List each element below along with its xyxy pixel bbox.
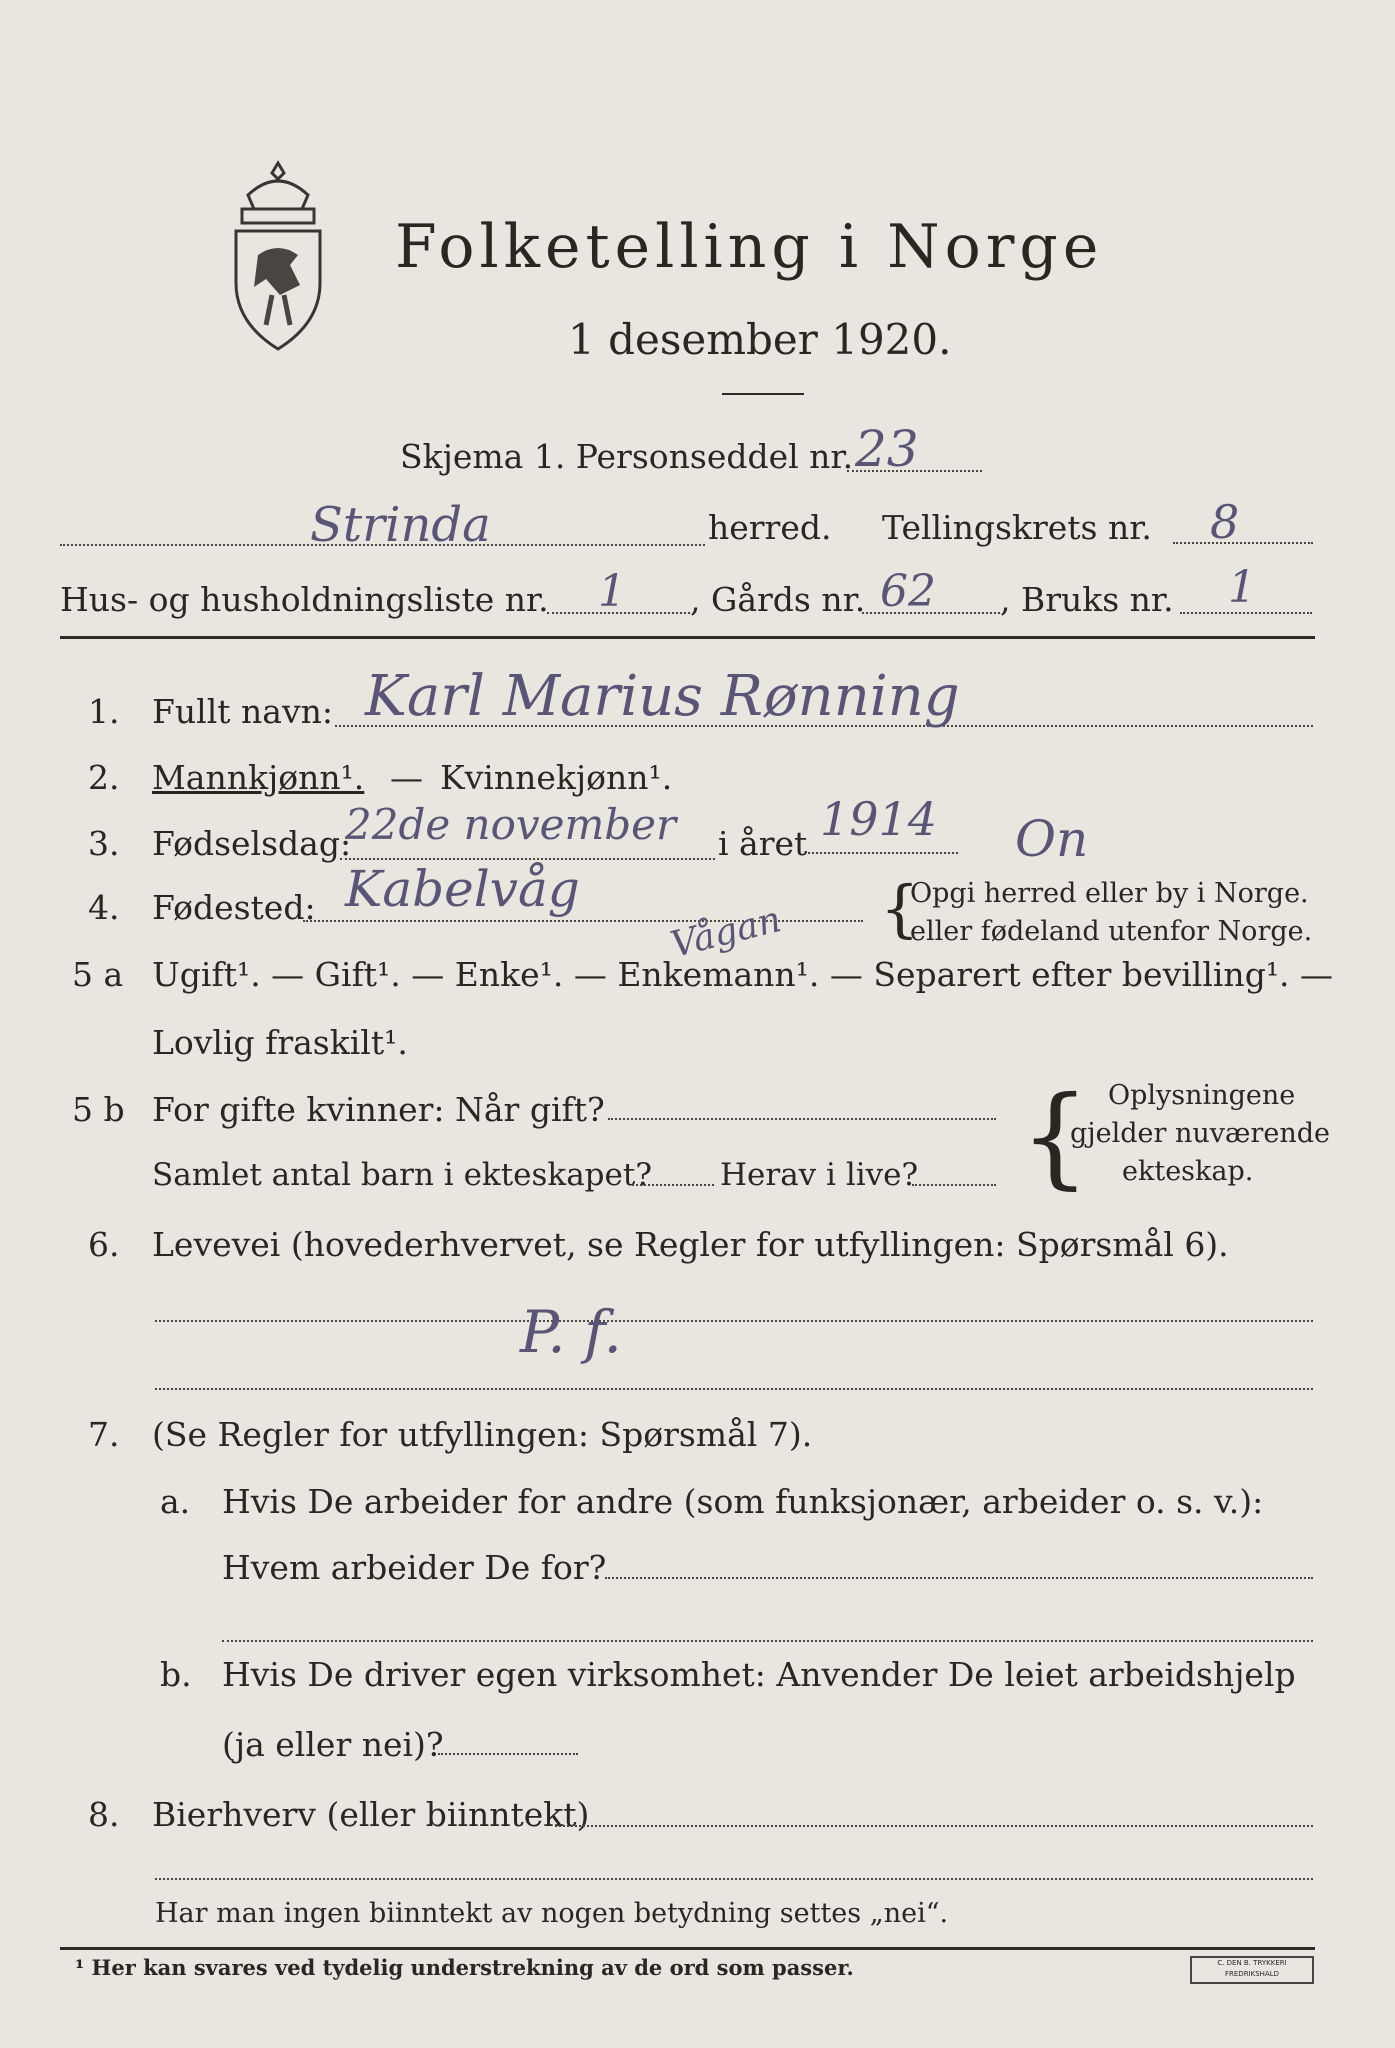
bruks-value: 1 (1228, 562, 1256, 613)
q3-margin-mark: On (1015, 810, 1089, 868)
header-rule (60, 636, 1315, 639)
census-date: 1 desember 1920. (568, 315, 952, 364)
q7b-line (438, 1753, 578, 1755)
q5b-note-line1: Oplysningene (1108, 1080, 1296, 1111)
tellingskrets-value: 8 (1210, 495, 1240, 549)
q6-label: Levevei (hovederhvervet, se Regler for utfyllingen: Spørsmål 6). (152, 1225, 1229, 1264)
q4-brace: { (880, 872, 920, 945)
q2-number: 2. (88, 758, 120, 797)
bruks-label: , Bruks nr. (1000, 580, 1174, 619)
q4-label: Fødested: (152, 888, 316, 927)
q7a-letter: a. (160, 1482, 191, 1521)
q4-note-line2: eller fødeland utenfor Norge. (910, 916, 1313, 947)
full-name-value: Karl Marius Rønning (365, 664, 960, 729)
q5b-married-line (608, 1118, 996, 1120)
q5b-children-line (632, 1184, 714, 1186)
page-title: Folketelling i Norge (395, 212, 1104, 282)
q6-line2 (155, 1388, 1313, 1390)
q7-label: (Se Regler for utfyllingen: Spørsmål 7). (152, 1415, 813, 1454)
q3-year-line (808, 852, 958, 854)
q5b-alive-line (912, 1184, 996, 1186)
q5b-number: 5 b (72, 1090, 125, 1129)
q5a-line2: Lovlig fraskilt¹. (152, 1023, 408, 1062)
title-divider (722, 393, 804, 395)
skjema-label: Skjema 1. Personseddel nr. (400, 437, 854, 476)
personseddel-number: 23 (855, 420, 919, 478)
q5b-label: For gifte kvinner: Når gift? (152, 1090, 605, 1129)
printer-stamp: C. DEN B. TRYKKERI FREDRIKSHALD (1190, 1956, 1314, 1984)
q8-number: 8. (88, 1795, 120, 1834)
coat-of-arms-icon (218, 155, 338, 355)
biinntekt-note: Har man ingen biinntekt av nogen betydning settes „nei“. (155, 1898, 949, 1929)
q4-note-line1: Opgi herred eller by i Norge. (910, 878, 1309, 909)
q7a-line1 (605, 1577, 1313, 1579)
q5b-brace: { (1020, 1072, 1090, 1200)
q1-label: Fullt navn: (152, 692, 333, 731)
q5b-note-line3: ekteskap. (1122, 1156, 1254, 1187)
q8-line1 (555, 1825, 1313, 1827)
gards-label: , Gårds nr. (690, 580, 866, 619)
q5b-alive-label: Herav i live? (720, 1157, 919, 1193)
q3-label: Fødselsdag: (152, 824, 352, 863)
birth-year-value: 1914 (820, 792, 938, 846)
q8-label: Bierhverv (eller biinntekt) (152, 1795, 590, 1834)
gards-value: 62 (880, 566, 936, 617)
herred-value: Strinda (310, 497, 491, 553)
birthplace-value: Kabelvåg (345, 860, 580, 918)
q5b-note-line2: gjelder nuværende (1070, 1118, 1330, 1149)
q4-number: 4. (88, 888, 120, 927)
footer-rule (60, 1947, 1315, 1950)
q6-line1 (155, 1320, 1313, 1322)
birthday-value: 22de november (345, 800, 677, 849)
tellingskrets-line (1173, 542, 1313, 544)
q3-year-label: i året (718, 824, 808, 863)
birthplace-extra: Vågan (666, 899, 786, 966)
q2-female: Kvinnekjønn¹. (440, 758, 673, 797)
q2-separator: — (390, 758, 423, 797)
q7a-text: Hvis De arbeider for andre (som funksjonær, arbeider o. s. v.): (222, 1482, 1264, 1521)
herred-label: herred. (708, 508, 832, 547)
q3-number: 3. (88, 824, 120, 863)
tellingskrets-label: Tellingskrets nr. (882, 508, 1152, 547)
q7a-sub: Hvem arbeider De for? (222, 1548, 607, 1587)
q7b-sub: (ja eller nei)? (222, 1725, 444, 1764)
q5a-line1: Ugift¹. — Gift¹. — Enke¹. — Enkemann¹. — Separert efter bevilling¹. — (152, 955, 1334, 994)
q7a-line2 (222, 1640, 1313, 1642)
hus-label: Hus- og husholdningsliste nr. (60, 580, 549, 619)
q6-number: 6. (88, 1225, 120, 1264)
q7b-letter: b. (160, 1655, 192, 1694)
q1-number: 1. (88, 692, 120, 731)
footnote: ¹ Her kan svares ved tydelig understrekning av de ord som passer. (75, 1955, 854, 1980)
q8-line2 (155, 1878, 1313, 1880)
q2-male: Mannkjønn¹. (152, 758, 365, 797)
occupation-value: P. f. (520, 1298, 622, 1366)
q5b-children-label: Samlet antal barn i ekteskapet? (152, 1157, 652, 1193)
q7b-text: Hvis De driver egen virksomhet: Anvender De leiet arbeidshjelp (222, 1655, 1296, 1694)
hus-value: 1 (598, 566, 626, 617)
q5a-number: 5 a (72, 955, 124, 994)
q7-number: 7. (88, 1415, 120, 1454)
